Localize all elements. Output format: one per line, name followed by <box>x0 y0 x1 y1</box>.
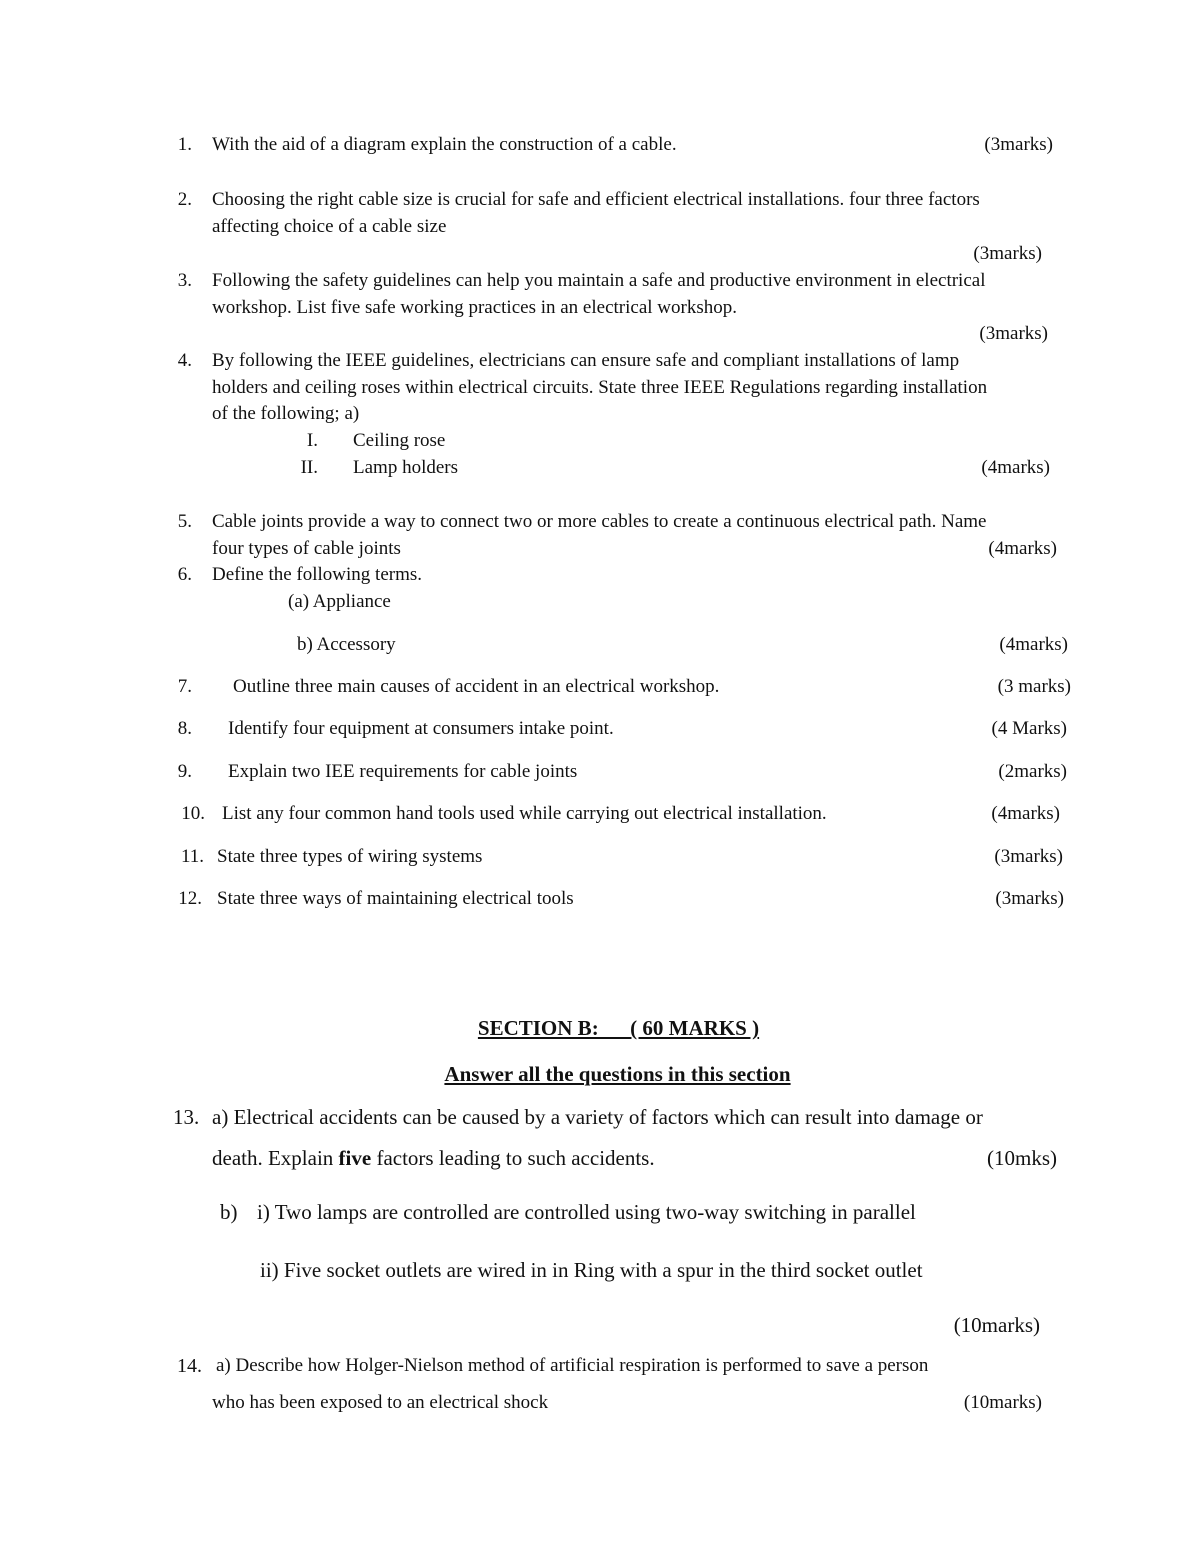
q7-marks: (3 marks) <box>997 676 1071 697</box>
q13-number: 13. <box>173 1105 200 1129</box>
q3-marks: (3marks) <box>979 323 1048 344</box>
q2-number: 2. <box>177 189 192 210</box>
q12-number: 12. <box>178 888 202 909</box>
q4-line2: holders and ceiling roses within electrical circuits. State three IEEE Regulations regarding installation <box>212 377 988 398</box>
q10-marks: (4marks) <box>991 803 1060 824</box>
q4-line3: of the following; a) <box>212 403 360 424</box>
q4-sub1-number: I. <box>306 430 318 451</box>
q11-marks: (3marks) <box>994 846 1063 867</box>
q7-text: Outline three main causes of accident in an electrical workshop. <box>233 676 720 697</box>
q4-sub2-text: Lamp holders <box>353 457 459 478</box>
q3-line2: workshop. List five safe working practices in an electrical workshop. <box>212 297 737 318</box>
section-b-heading: SECTION B: ( 60 MARKS ) <box>477 1016 760 1040</box>
q4-number: 4. <box>177 350 192 371</box>
q14-a-line1: a) Describe how Holger-Nielson method of artificial respiration is performed to save a person <box>216 1355 929 1376</box>
q13-a-line1: a) Electrical accidents can be caused by a variety of factors which can result into damage or <box>212 1105 983 1129</box>
q4-marks: (4marks) <box>981 457 1050 478</box>
q11-number: 11. <box>180 846 204 867</box>
q13-a-line2-post: factors leading to such accidents. <box>371 1146 655 1170</box>
q13-a-line2 <box>212 1145 655 1171</box>
section-b-instruction: Answer all the questions in this section <box>444 1062 791 1086</box>
q4-sub1-text: Ceiling rose <box>353 430 446 451</box>
q6-marks: (4marks) <box>999 634 1068 655</box>
q5-line2: four types of cable joints <box>212 538 401 559</box>
q4-line1: By following the IEEE guidelines, electricians can ensure safe and compliant installations of lamp <box>212 350 960 371</box>
q13-b-marks: (10marks) <box>953 1313 1040 1337</box>
q13-a-line2-pre: death. Explain <box>212 1146 339 1170</box>
q10-number: 10. <box>181 803 205 824</box>
q12-text: State three ways of maintaining electrical tools <box>217 888 574 909</box>
q7-number: 7. <box>177 676 192 697</box>
q13-a-line2-emphasis: five <box>338 1146 372 1170</box>
q14-a-line2: who has been exposed to an electrical shock <box>212 1392 549 1413</box>
q2-marks: (3marks) <box>973 243 1042 264</box>
q5-number: 5. <box>177 511 192 532</box>
q12-marks: (3marks) <box>995 888 1064 909</box>
q14-a-marks: (10marks) <box>963 1392 1042 1413</box>
q13-b-i: i) Two lamps are controlled are controlled using two-way switching in parallel <box>257 1200 916 1224</box>
q3-line1: Following the safety guidelines can help you maintain a safe and productive environment in electrical <box>212 270 986 291</box>
q11-text: State three types of wiring systems <box>217 846 483 867</box>
q8-number: 8. <box>177 718 192 739</box>
q13-b-ii: ii) Five socket outlets are wired in in Ring with a spur in the third socket outlet <box>260 1258 923 1282</box>
q5-line1: Cable joints provide a way to connect two or more cables to create a continuous electrical path. Name <box>212 511 987 532</box>
q9-marks: (2marks) <box>998 761 1067 782</box>
q6-text: Define the following terms. <box>212 564 423 585</box>
q3-number: 3. <box>177 270 192 291</box>
q6-number: 6. <box>177 564 192 585</box>
q13-b-label: b) <box>220 1200 238 1224</box>
q13-a-marks: (10mks) <box>987 1146 1057 1170</box>
q6-sub-b: b) Accessory <box>297 634 396 655</box>
q14-number: 14. <box>177 1355 202 1377</box>
q1-text: With the aid of a diagram explain the construction of a cable. <box>212 134 677 155</box>
q2-line1: Choosing the right cable size is crucial for safe and efficient electrical installations. four three factors <box>212 189 980 210</box>
q6-sub-a: (a) Appliance <box>288 591 391 612</box>
q4-sub2-number: II. <box>300 457 318 478</box>
q10-text: List any four common hand tools used while carrying out electrical installation. <box>222 803 827 824</box>
q8-marks: (4 Marks) <box>991 718 1067 739</box>
q9-number: 9. <box>177 761 192 782</box>
q1-marks: (3marks) <box>984 134 1053 155</box>
q2-line2: affecting choice of a cable size <box>212 216 447 237</box>
q1-number: 1. <box>177 134 192 155</box>
q5-marks: (4marks) <box>988 538 1057 559</box>
q9-text: Explain two IEE requirements for cable joints <box>228 761 578 782</box>
q8-text: Identify four equipment at consumers intake point. <box>228 718 614 739</box>
